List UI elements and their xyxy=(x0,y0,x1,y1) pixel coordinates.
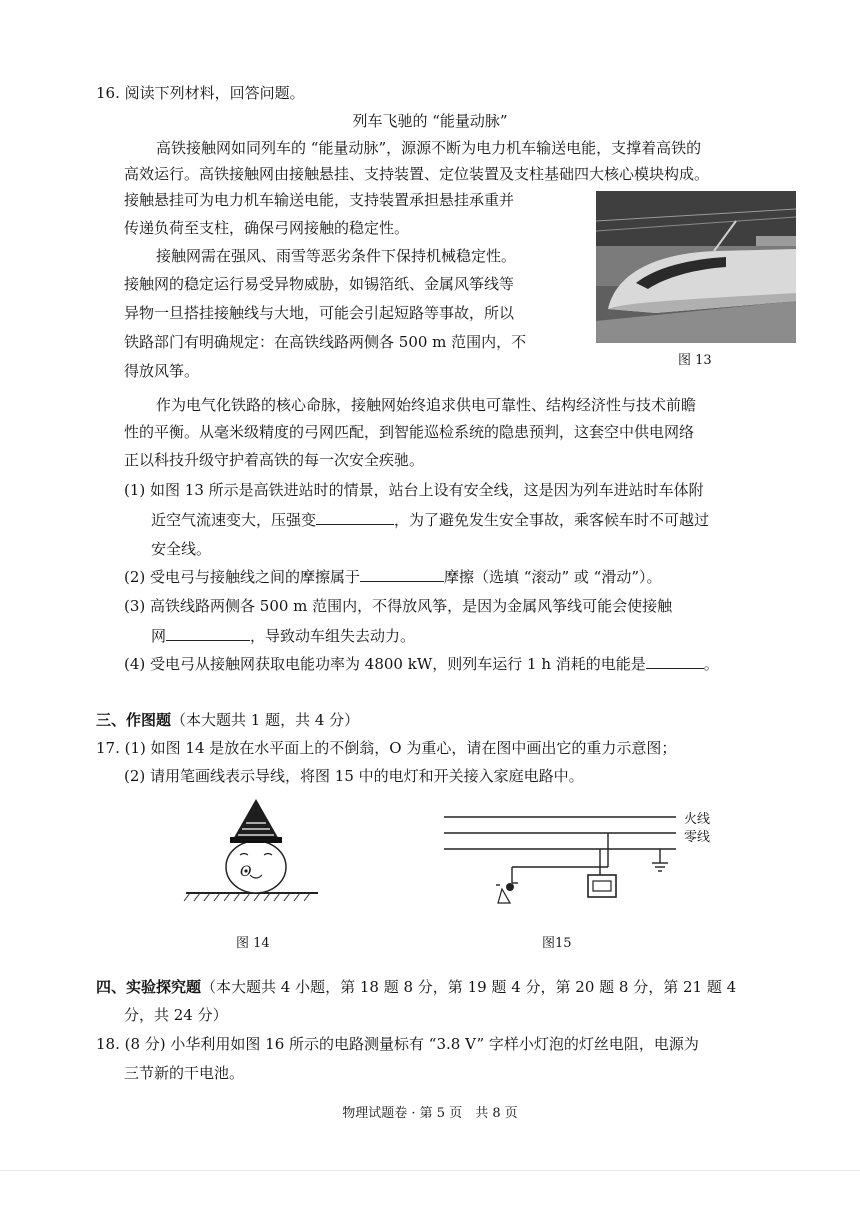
sub2-answer-blank[interactable] xyxy=(360,567,444,582)
q16-p2-line3: 异物一旦搭挂接触线与大地，可能会引起短路等事故，所以 xyxy=(124,304,515,322)
q16-p2-line5: 得放风筝。 xyxy=(124,362,200,380)
q16-p2-line2: 接触网的稳定运行易受异物威胁，如锡箔纸、金属风筝线等 xyxy=(124,275,515,293)
article-title: 列车飞驰的 “能量动脉” xyxy=(352,112,508,130)
figure-14-tumbler xyxy=(180,795,330,910)
q16-p3-line3: 正以科技升级守护着高铁的每一次安全疾驰。 xyxy=(124,451,425,469)
neutral-wire-label: 零线 xyxy=(684,830,711,845)
sub3-answer-blank[interactable] xyxy=(166,626,250,641)
figure-15-caption: 图15 xyxy=(542,936,572,951)
section-4-title: 四、实验探究题 xyxy=(96,978,202,996)
q17-line2: (2) 请用笔画线表示导线，将图 15 中的电灯和开关接入家庭电路中。 xyxy=(124,767,584,785)
train-image xyxy=(596,191,796,343)
q18-line2: 三节新的干电池。 xyxy=(124,1064,245,1082)
section-3-heading xyxy=(96,709,359,730)
figure-14-center-label: O xyxy=(240,864,252,880)
q17-line1: 17. (1) 如图 14 是放在水平面上的不倒翁，O 为重心，请在图中画出它的重力示意图； xyxy=(96,739,677,757)
sub1-answer-blank[interactable] xyxy=(316,510,394,525)
sub2-text-a: (2) 受电弓与接触线之间的摩擦属于 xyxy=(124,568,361,586)
sub2-text-b: 摩擦（选填 “滚动” 或 “滑动”）。 xyxy=(444,568,662,586)
q16-heading: 16. 阅读下列材料，回答问题。 xyxy=(96,84,305,102)
page-footer: 物理试题卷 · 第 5 页 共 8 页 xyxy=(342,1106,518,1121)
q16-p1-line1: 高铁接触网如同列车的 “能量动脉”，源源不断为电力机车输送电能，支撑着高铁的 xyxy=(156,139,702,157)
sub1-text-b: ，为了避免发生安全事故，乘客候车时不可越过 xyxy=(394,511,710,529)
sub3-text-b: ，导致动车组失去动力。 xyxy=(250,627,416,645)
sub3-text-a: 网 xyxy=(151,627,167,645)
section-4-note-line1: （本大题共 4 小题，第 18 题 8 分，第 19 题 4 分，第 20 题 8 分，第 21 题 4 xyxy=(201,978,737,996)
q16-p3-line2: 性的平衡。从毫米级精度的弓网匹配，到智能巡检系统的隐患预判，这套空中供电网络 xyxy=(124,423,695,441)
q16-p2-line1: 接触网需在强风、雨雪等恶劣条件下保持机械稳定性。 xyxy=(156,247,517,265)
section-4-heading xyxy=(96,976,736,997)
q16-p1-line4: 传递负荷至支柱，确保弓网接触的稳定性。 xyxy=(124,219,410,237)
section-3-note: （本大题共 1 题，共 4 分） xyxy=(171,711,360,729)
q16-p1-line2: 高效运行。高铁接触网由接触悬挂、支持装置、定位装置及支柱基础四大核心模块构成。 xyxy=(124,165,710,183)
figure-13-train-photo xyxy=(596,191,796,343)
sub4-answer-blank[interactable] xyxy=(646,654,704,669)
section-3-title: 三、作图题 xyxy=(96,711,172,729)
figure-15-circuit xyxy=(440,805,680,915)
q16-sub1-line2 xyxy=(151,509,709,530)
q16-p3-line1: 作为电气化铁路的核心命脉，接触网始终追求供电可靠性、结构经济性与技术前瞻 xyxy=(156,396,697,414)
q16-p2-line4: 铁路部门有明确规定：在高铁线路两侧各 500 m 范围内，不 xyxy=(124,333,527,351)
q16-sub4 xyxy=(124,653,719,674)
sub4-text-b: 。 xyxy=(703,655,719,673)
sub1-text-a: 近空气流速变大，压强变 xyxy=(151,511,317,529)
q16-sub3-line2 xyxy=(151,625,415,646)
figure-13-caption: 图 13 xyxy=(678,353,712,368)
q16-sub1-line1: (1) 如图 13 所示是高铁进站时的情景，站台上设有安全线，这是因为列车进站时车体附 xyxy=(124,481,704,499)
q18-line1: 18. (8 分) 小华利用如图 16 所示的电路测量标有 “3.8 V” 字样小灯泡的灯丝电阻，电源为 xyxy=(96,1035,699,1053)
q16-p1-line3: 接触悬挂可为电力机车输送电能，支持装置承担悬挂承重并 xyxy=(124,191,515,209)
q16-sub3-line1: (3) 高铁线路两侧各 500 m 范围内，不得放风筝，是因为金属风筝线可能会使接触 xyxy=(124,597,673,615)
figure-14-caption: 图 14 xyxy=(236,936,270,951)
q16-sub2 xyxy=(124,566,662,587)
q16-sub1-line3: 安全线。 xyxy=(151,540,212,558)
sub4-text-a: (4) 受电弓从接触网获取电能功率为 4800 kW，则列车运行 1 h 消耗的电能是 xyxy=(124,655,646,673)
section-4-note-line2: 分，共 24 分） xyxy=(124,1006,228,1024)
live-wire-label: 火线 xyxy=(684,812,711,827)
bottom-divider xyxy=(0,1170,860,1171)
